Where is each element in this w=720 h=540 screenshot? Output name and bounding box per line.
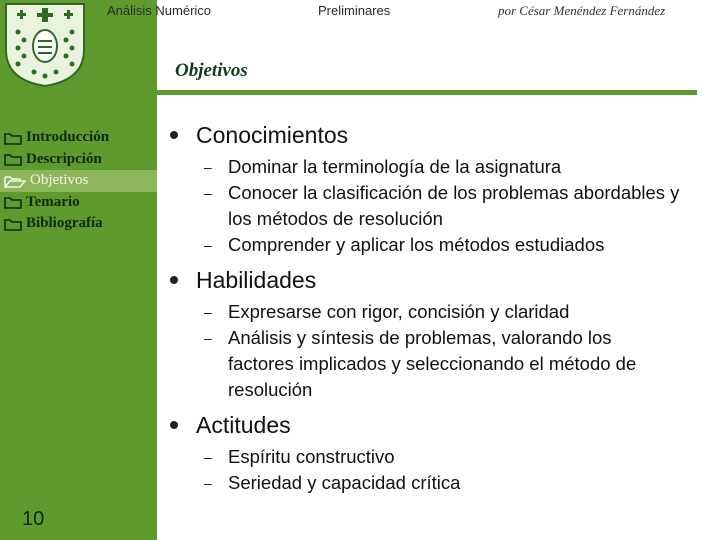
list-item [196, 154, 680, 180]
slide-content [170, 120, 680, 503]
nav-label: Bibliografía [26, 215, 103, 232]
section-conocimientos [170, 120, 680, 258]
dash-bullet: – [204, 159, 212, 175]
nav-item-temario[interactable] [0, 192, 157, 214]
sidebar-nav [0, 127, 157, 235]
list-item-text: Dominar la terminología de la asignatura [228, 156, 562, 177]
dash-bullet: – [204, 185, 212, 201]
page-number: 10 [22, 508, 45, 530]
title-underline [157, 90, 697, 95]
author: por César Menéndez Fernández [498, 3, 666, 18]
bullet-dot [170, 131, 178, 139]
dash-bullet: – [204, 330, 212, 346]
section-title: Conocimientos [196, 122, 349, 148]
section-title: Habilidades [196, 267, 317, 293]
list-item [196, 470, 680, 496]
dash-bullet: – [204, 475, 212, 491]
list-item [196, 325, 680, 403]
list-item [196, 232, 680, 258]
nav-label: Objetivos [30, 172, 89, 189]
list-item [196, 299, 680, 325]
list-item-text: Espíritu constructivo [228, 446, 395, 467]
nav-item-introduccion[interactable] [0, 127, 157, 149]
list-item-text: Expresarse con rigor, concisión y claridad [228, 301, 570, 322]
list-item-text: Seriedad y capacidad crítica [228, 472, 461, 493]
folder-icon [4, 195, 22, 209]
bullet-dot [170, 421, 178, 429]
nav-item-bibliografia[interactable] [0, 213, 157, 235]
sub-list [196, 299, 680, 403]
nav-label: Temario [26, 193, 80, 210]
folder-icon [4, 152, 22, 166]
sub-list [196, 444, 680, 496]
list-item-text: Análisis y síntesis de problemas, valorando los factores implicados y seleccionando el método de resolución [228, 327, 637, 400]
section-actitudes [170, 410, 680, 496]
section-habilidades [170, 265, 680, 403]
folder-icon [4, 131, 22, 145]
dash-bullet: – [204, 237, 212, 253]
nav-label: Descripción [26, 150, 102, 167]
sub-list [196, 154, 680, 258]
bullet-dot [170, 276, 178, 284]
folder-icon [4, 217, 22, 231]
open-folder-icon [4, 174, 26, 188]
list-item [196, 444, 680, 470]
list-item-text: Conocer la clasificación de los problemas abordables y los métodos de resolución [228, 182, 680, 229]
slide-title: Objetivos [175, 60, 248, 81]
course-name: Análisis Numérico [107, 3, 212, 18]
list-item-text: Comprender y aplicar los métodos estudiados [228, 234, 605, 255]
section-title: Actitudes [196, 412, 291, 438]
nav-item-objetivos[interactable] [0, 170, 157, 192]
section-name: Preliminares [318, 3, 391, 18]
list-item [196, 180, 680, 232]
nav-item-descripcion[interactable] [0, 149, 157, 171]
nav-label: Introducción [26, 129, 110, 146]
university-seal-logo [4, 2, 86, 88]
dash-bullet: – [204, 304, 212, 320]
dash-bullet: – [204, 449, 212, 465]
